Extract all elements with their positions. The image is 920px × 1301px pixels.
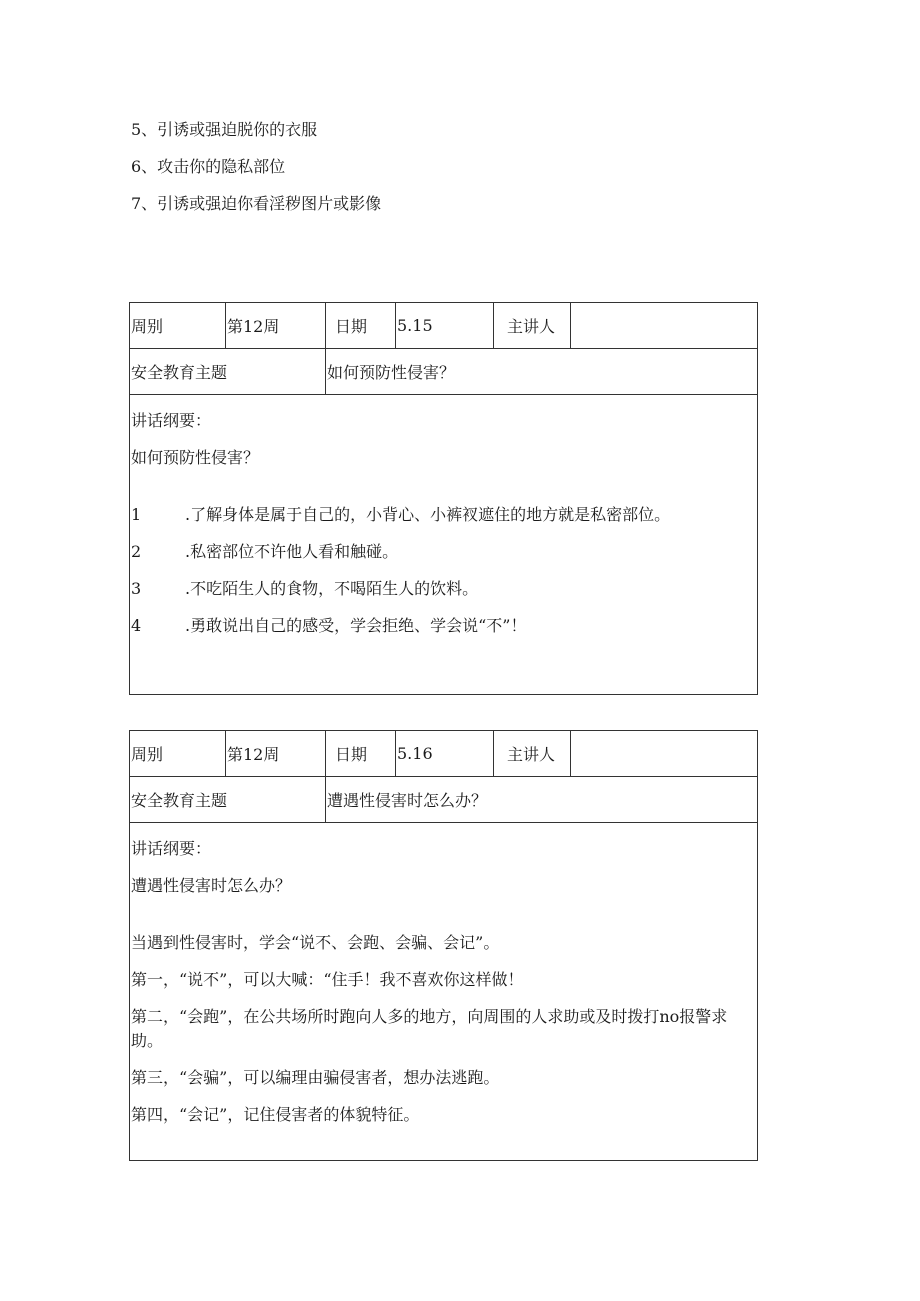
lesson-table-1: [129, 302, 758, 695]
list-item: 6、攻击你的隐私部位: [131, 157, 286, 176]
outline-title: 如何预防性侵害？: [131, 448, 260, 467]
lesson-header-row: [130, 303, 757, 349]
outline-item: [131, 503, 757, 527]
date-label: 日期: [326, 731, 396, 776]
intro-list: [131, 118, 381, 229]
outline-paragraph: 第二，“会跑”，在公共场所时跑向人多的地方，向周围的人求助或及时拨打no报警求助。: [131, 1007, 728, 1050]
week-label: 周别: [130, 731, 226, 776]
list-item: 5、引诱或强迫脱你的衣服: [131, 120, 318, 139]
lesson-outline: [130, 395, 757, 638]
item-text: .不吃陌生人的食物，不喝陌生人的饮料。: [185, 579, 479, 598]
outline-item: [131, 614, 757, 638]
lesson-header-row: [130, 731, 757, 777]
outline-paragraph: 第三，“会骗”，可以编理由骗侵害者，想办法逃跑。: [131, 1068, 500, 1087]
outline-label: 讲话纲要：: [131, 839, 212, 858]
item-number: 2: [131, 542, 142, 561]
date-label: 日期: [326, 303, 396, 348]
outline-title: 遭遇性侵害时怎么办？: [131, 876, 292, 895]
list-item: 7、引诱或强迫你看淫秽图片或影像: [131, 194, 382, 213]
outline-paragraph: 第四，“会记”，记住侵害者的体貌特征。: [131, 1105, 420, 1124]
outline-label: 讲话纲要：: [131, 411, 212, 430]
item-text: .私密部位不许他人看和触碰。: [185, 542, 399, 561]
speaker-label: 主讲人: [494, 731, 571, 776]
week-value: 第12周: [226, 731, 326, 776]
topic-value: 遭遇性侵害时怎么办？: [327, 791, 488, 810]
outline-item: [131, 577, 757, 601]
item-number: 3: [131, 579, 142, 598]
outline-paragraph: 当遇到性侵害时，学会“说不、会跑、会骗、会记”。: [131, 933, 500, 952]
lesson-table-2: [129, 730, 758, 1161]
lesson-outline: [130, 823, 757, 1127]
outline-paragraph: 第一，“说不”，可以大喊：“住手！我不喜欢你这样做！: [131, 970, 524, 989]
week-value: 第12周: [226, 303, 326, 348]
speaker-value: [571, 303, 757, 348]
topic-label: 安全教育主题: [130, 349, 326, 394]
lesson-topic-row: [130, 777, 757, 823]
date-value: 5.16: [396, 731, 494, 776]
date-value: 5.15: [396, 303, 494, 348]
speaker-value: [571, 731, 757, 776]
item-text: .了解身体是属于自己的，小背心、小裤衩遮住的地方就是私密部位。: [185, 505, 671, 524]
topic-label: 安全教育主题: [130, 777, 326, 822]
week-label: 周别: [130, 303, 226, 348]
item-number: 1: [131, 505, 142, 524]
topic-value: 如何预防性侵害？: [327, 363, 456, 382]
lesson-topic-row: [130, 349, 757, 395]
item-text: .勇敢说出自己的感受，学会拒绝、学会说“不”！: [185, 616, 527, 635]
outline-item: [131, 540, 757, 564]
item-number: 4: [131, 616, 142, 635]
speaker-label: 主讲人: [494, 303, 571, 348]
